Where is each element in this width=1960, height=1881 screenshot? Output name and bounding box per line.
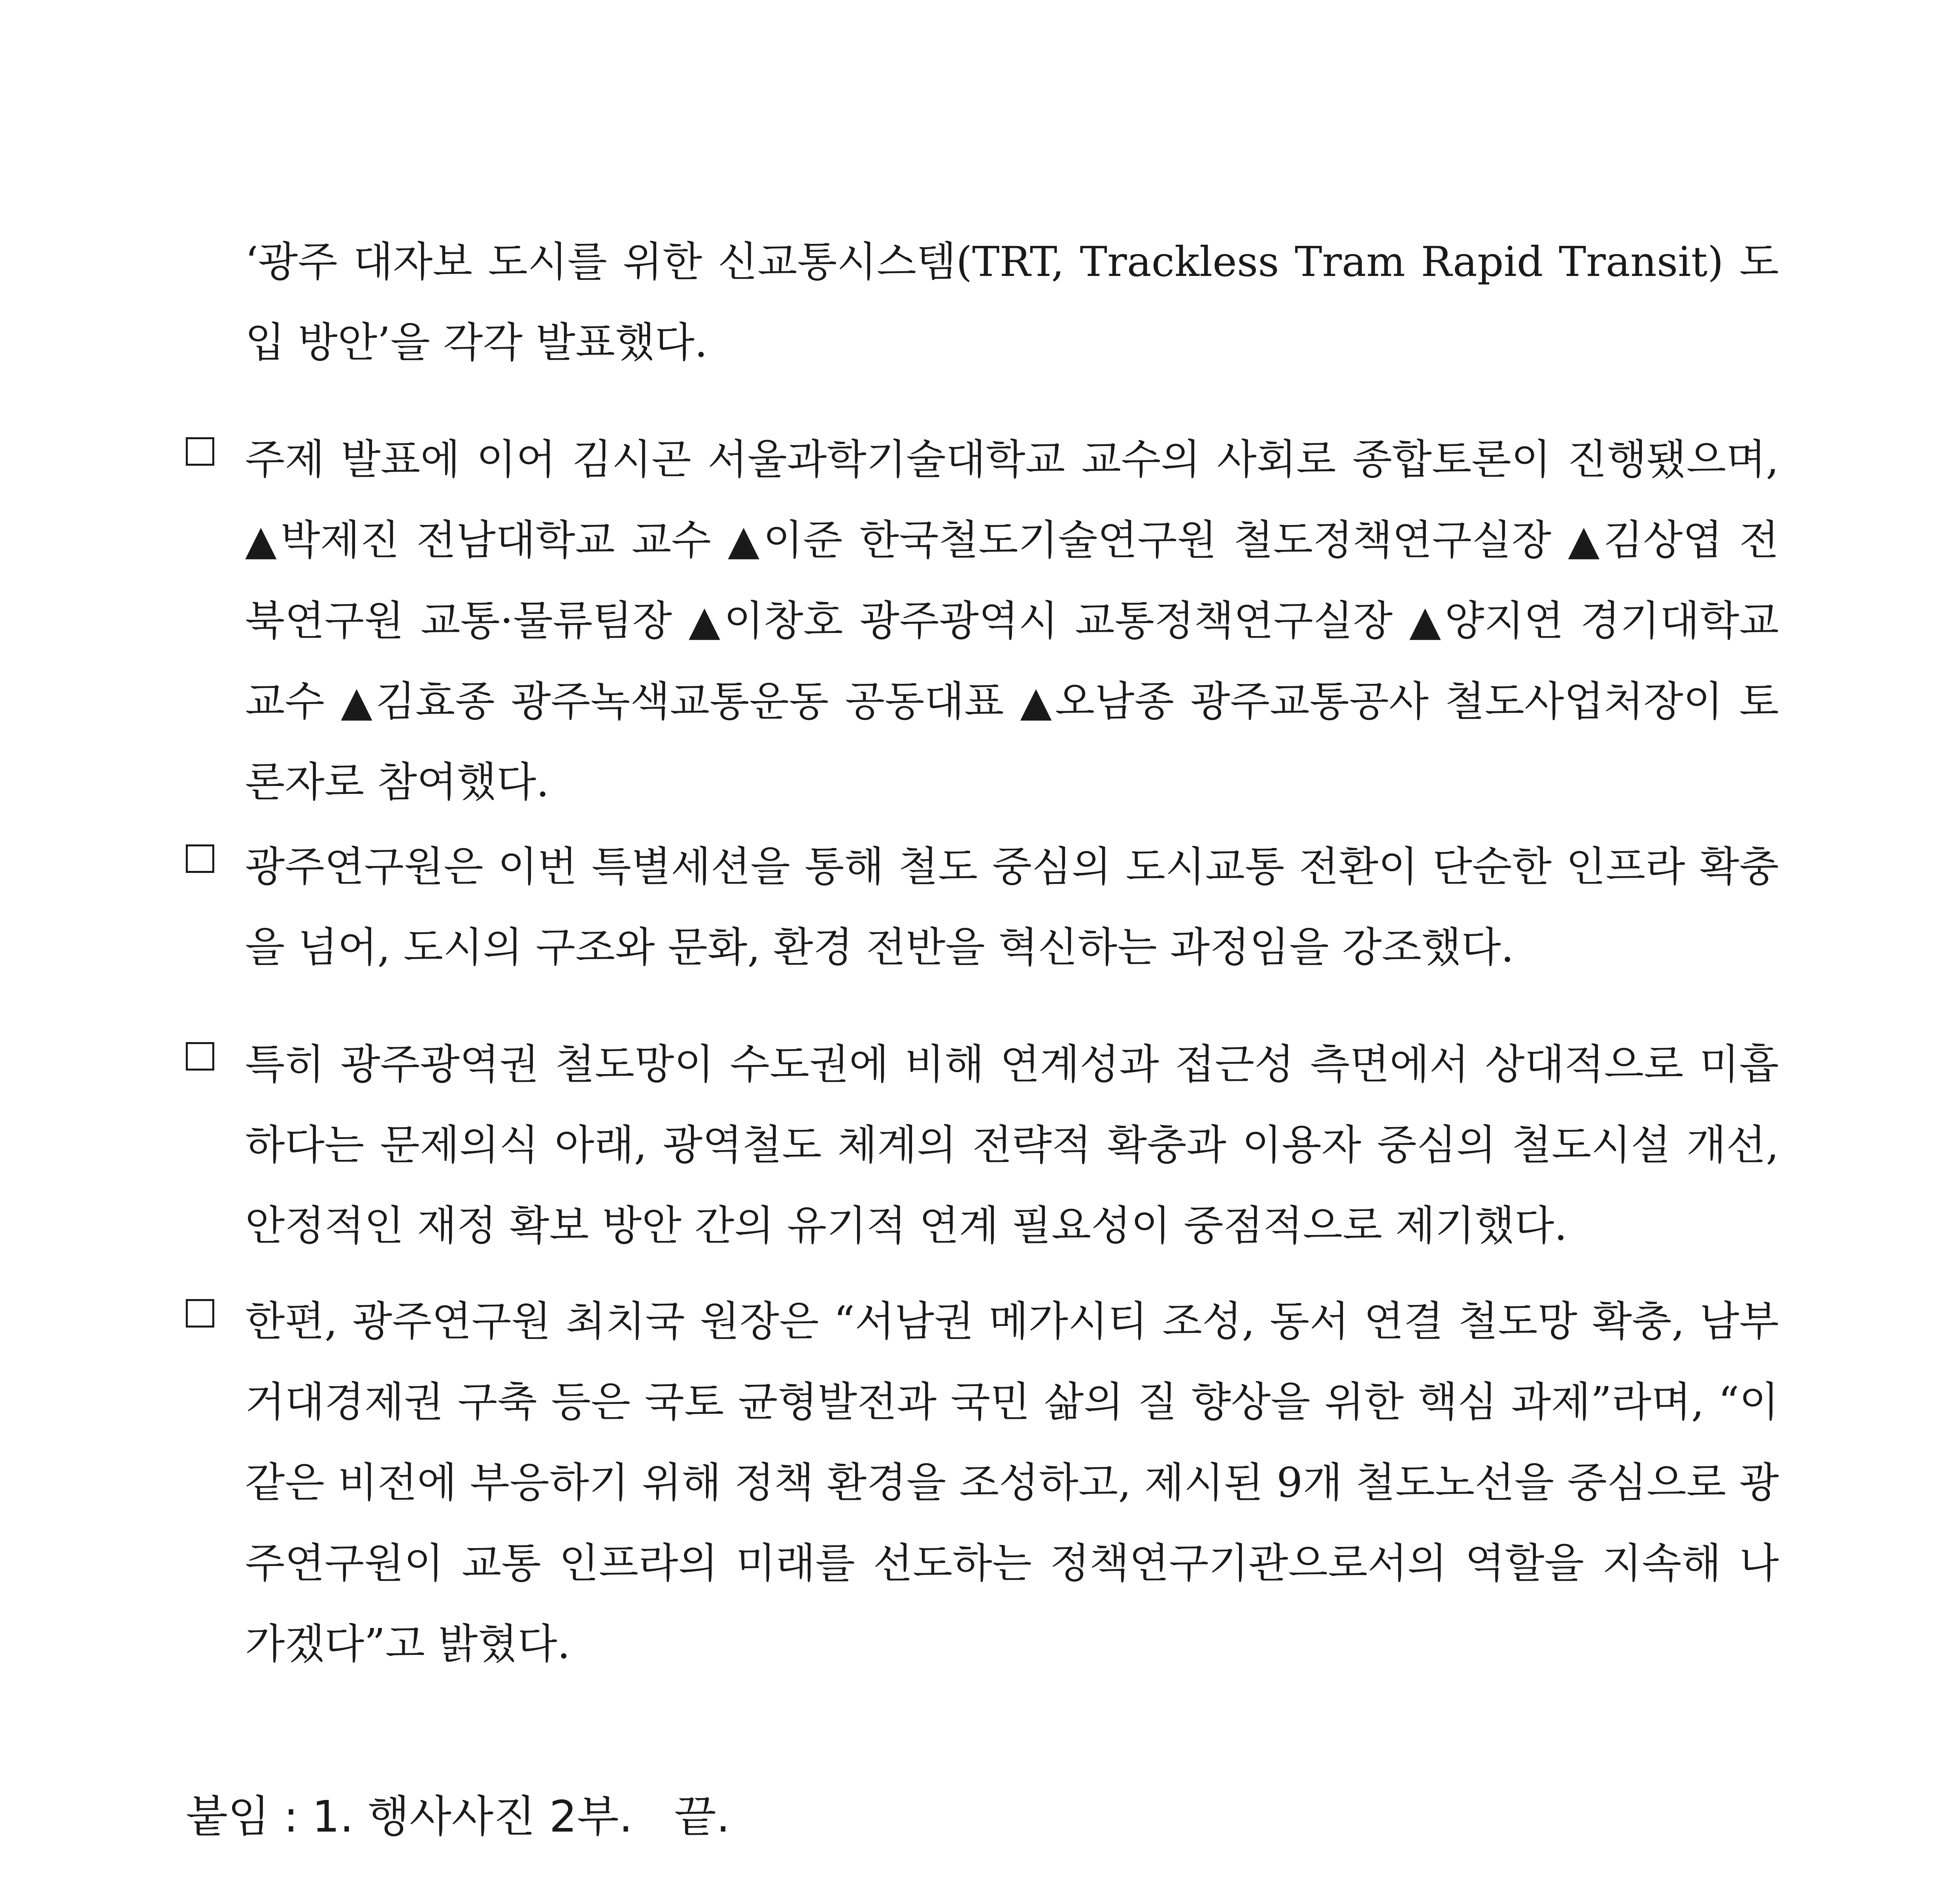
- checkbox-square-icon: [186, 1299, 214, 1328]
- bullet-item-emphasis: [186, 826, 1779, 988]
- bullet-text: 특히 광주광역권 철도망이 수도권에 비해 연계성과 접근성 측면에서 상대적으로 미흡하다는 문제의식 아래, 광역철도 체계의 전략적 확충과 이용자 중심의 철도시설 개선, 안정적인 재정 확보 방안 간의 유기적 연계 필요성이 중점적으로 제기했다.: [245, 1040, 1779, 1250]
- bullet-text: 광주연구원은 이번 특별세션을 통해 철도 중심의 도시교통 전환이 단순한 인프라 확충을 넘어, 도시의 구조와 문화, 환경 전반을 혁신하는 과정임을 강조했다.: [245, 842, 1779, 971]
- checkbox-square-icon: [186, 437, 214, 466]
- checkbox-square-icon: [186, 844, 214, 873]
- bullet-item-railway-network: [186, 1024, 1779, 1266]
- checkbox-square-icon: [186, 1042, 214, 1071]
- attachment-line: 붙임 : 1. 행사사진 2부. 끝.: [186, 1791, 730, 1842]
- intro-paragraph: ‘광주 대자보 도시를 위한 신교통시스템(TRT, Trackless Tram Rapid Transit) 도입 방안’을 각각 발표했다.: [245, 238, 1779, 366]
- bullet-text: 주제 발표에 이어 김시곤 서울과학기술대학교 교수의 사회로 종합토론이 진행됐으며, ▲박제진 전남대학교 교수 ▲이준 한국철도기술연구원 철도정책연구실장 ▲김상엽 전북연구원 교통·물류팀장 ▲이창호 광주광역시 교통정책연구실장 ▲양지연 경기대학교 교수 ▲김효종 광주녹색교통운동 공동대표 ▲오남종 광주교통공사 철도사업처장이 토론자로 참여했다.: [245, 435, 1779, 806]
- bullet-item-director-remarks: [186, 1281, 1779, 1684]
- bullet-text: 한편, 광주연구원 최치국 원장은 “서남권 메가시티 조성, 동서 연결 철도망 확충, 남부거대경제권 구축 등은 국토 균형발전과 국민 삶의 질 향상을 위한 핵심 과제”라며, “이같은 비전에 부응하기 위해 정책 환경을 조성하고, 제시된 9개 철도노선을 중심으로 광주연구원이 교통 인프라의 미래를 선도하는 정책연구기관으로서의 역할을 지속해 나가겠다”고 밝혔다.: [245, 1297, 1779, 1668]
- bullet-item-discussion: [186, 419, 1779, 822]
